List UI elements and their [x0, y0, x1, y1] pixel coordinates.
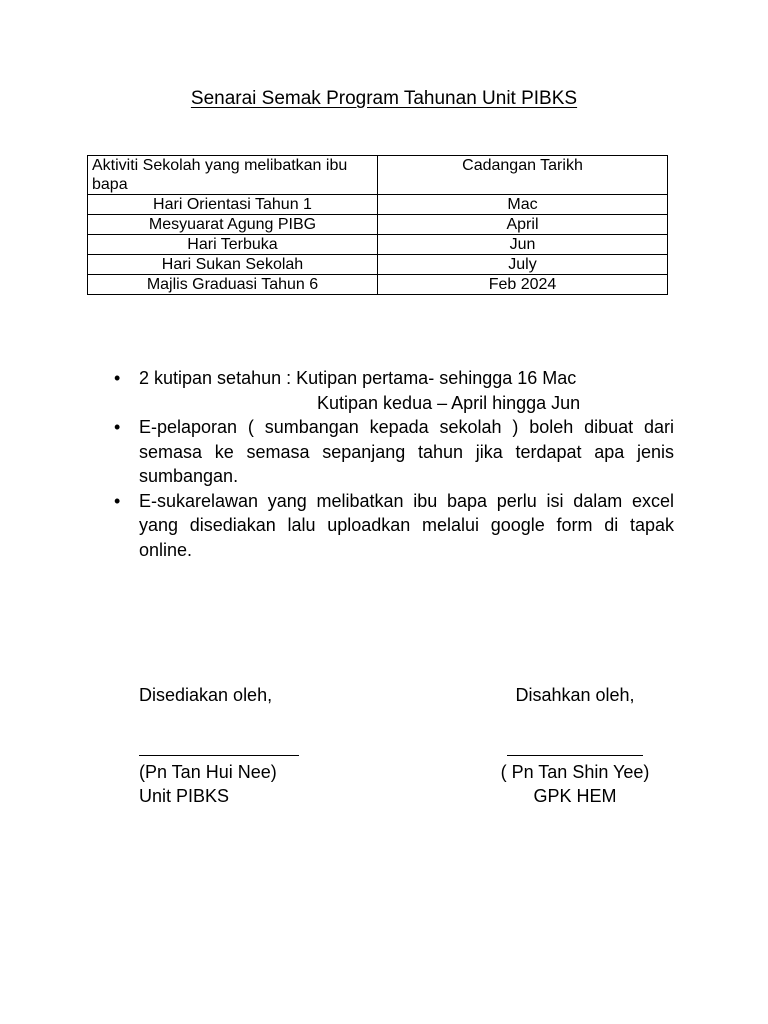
signature-line: [139, 735, 299, 756]
activity-cell: Hari Orientasi Tahun 1: [88, 195, 378, 215]
document-title: Senarai Semak Program Tahunan Unit PIBKS: [190, 88, 578, 109]
date-cell: Mac: [378, 195, 668, 215]
approved-by-block: [480, 683, 670, 808]
table-row: [88, 195, 668, 215]
table-row: [88, 255, 668, 275]
approved-by-position: GPK HEM: [533, 786, 617, 806]
activity-cell: Hari Terbuka: [88, 235, 378, 255]
collection-note-second: Kutipan kedua – April hingga Jun: [317, 392, 581, 413]
prepared-by-block: [139, 683, 299, 808]
date-cell: Jun: [378, 235, 668, 255]
approved-by-label: Disahkan oleh,: [515, 685, 635, 705]
notes-list: [114, 366, 674, 562]
e-volunteer-note: E-sukarelawan yang melibatkan ibu bapa perlu isi dalam excel yang disediakan lalu uploadkan melalui google form di tapak online.: [139, 490, 674, 560]
activity-cell: Mesyuarat Agung PIBG: [88, 215, 378, 235]
approved-by-name: ( Pn Tan Shin Yee): [500, 762, 650, 782]
list-item: [114, 489, 674, 563]
e-reporting-note: E-pelaporan ( sumbangan kepada sekolah ) boleh dibuat dari semasa ke semasa sepanjang tahun jika terdapat apa jenis sumbangan.: [139, 417, 674, 486]
list-item: [114, 415, 674, 489]
prepared-by-position: Unit PIBKS: [139, 786, 230, 806]
table-row: [88, 275, 668, 295]
date-cell: July: [378, 255, 668, 275]
table-header-row: [88, 156, 668, 195]
prepared-by-label: Disediakan oleh,: [139, 685, 273, 705]
header-date: Cadangan Tarikh: [378, 156, 668, 195]
table-row: [88, 235, 668, 255]
header-activity: Aktiviti Sekolah yang melibatkan ibu bapa: [88, 156, 378, 195]
date-cell: Feb 2024: [378, 275, 668, 295]
activity-cell: Hari Sukan Sekolah: [88, 255, 378, 275]
signature-line: [507, 735, 643, 756]
list-item: [114, 366, 674, 415]
activity-cell: Majlis Graduasi Tahun 6: [88, 275, 378, 295]
date-cell: April: [378, 215, 668, 235]
collection-note: 2 kutipan setahun : Kutipan pertama- sehingga 16 Mac: [139, 368, 577, 388]
table-row: [88, 215, 668, 235]
prepared-by-name: (Pn Tan Hui Nee): [139, 762, 277, 782]
program-table: [87, 155, 668, 295]
